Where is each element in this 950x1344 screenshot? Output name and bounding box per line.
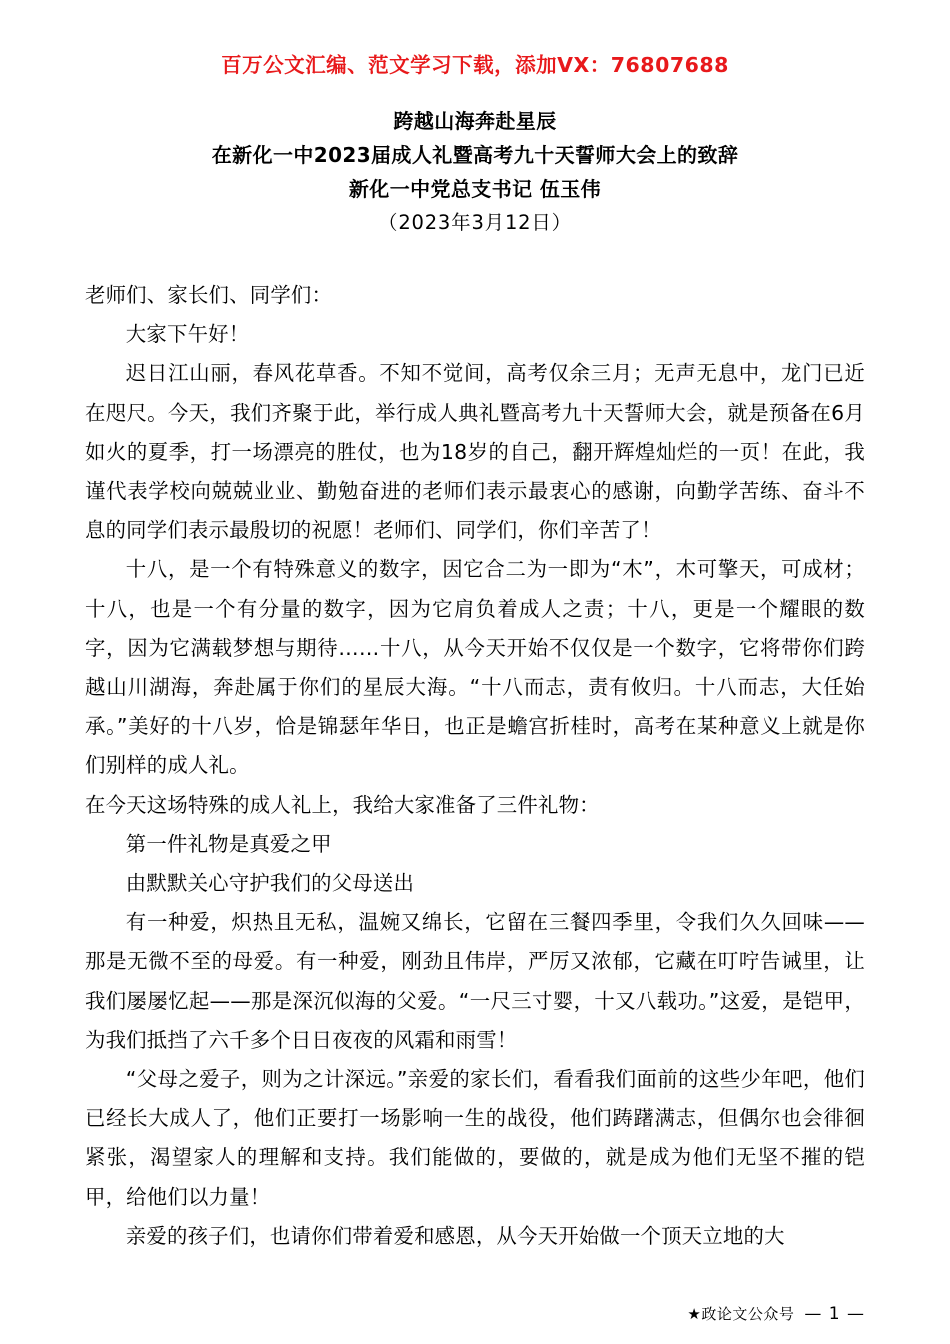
title-date: （2023年3月12日）	[378, 211, 572, 234]
paragraph: 亲爱的孩子们，也请你们带着爱和感恩，从今天开始做一个顶天立地的大	[125, 1223, 785, 1248]
paragraph: 大家下午好！	[125, 322, 250, 347]
paragraph: 十八，是一个有特殊意义的数字，因它合二为一即为“木”，木可擎天，可成材；十八，也是一个有分量的数字，因为它肩负着成人之责；十八，更是一个耀眼的数字，因为它满载梦想与期待……十八，从今天开始不仅仅是一个数字，它将带你们跨越山川湖海，奔赴属于你们的星辰大海。“十八而志，责有攸归。十八而志，大任始承。”美好的十八岁，恰是锦瑟年华日，也正是蟾宫折桂时，高考在某种意义上就是你们别样的成人礼。	[85, 557, 865, 778]
paragraph: 有一种爱，炽热且无私，温婉又绵长，它留在三餐四季里，令我们久久回味——那是无微不至的母爱。有一种爱，刚劲且伟岸，严厉又浓郁，它藏在叮咛告诫里，让我们屡屡忆起——那是深沉似海的父爱。“一尺三寸婴，十又八载功。”这爱，是铠甲，为我们抵挡了六千多个日日夜夜的风霜和雨雪！	[85, 910, 865, 1052]
page-number: — 1 —	[804, 1303, 865, 1324]
promo-watermark-text: 百万公文汇编、范文学习下载，添加VX：76807688	[221, 53, 729, 77]
paragraph: “父母之爱子，则为之计深远。”亲爱的家长们，看看我们面前的这些少年吧，他们已经长大成人了，他们正要打一场影响一生的战役，他们踌躇满志，但偶尔也会徘徊紧张，渴望家人的理解和支持。我们能做的，要做的，就是成为他们无坚不摧的铠甲，给他们以力量！	[85, 1067, 865, 1209]
document-body	[85, 276, 865, 1256]
paragraph: 在今天这场特殊的成人礼上，我给大家准备了三件礼物：	[85, 792, 600, 817]
paragraph: 第一件礼物是真爱之甲	[125, 831, 332, 856]
document-title-block	[85, 104, 865, 240]
title-author: 新化一中党总支书记 伍玉伟	[348, 177, 602, 201]
footer-watermark-label: ★政论文公众号	[687, 1305, 795, 1323]
paragraph: 由默默关心守护我们的父母送出	[125, 871, 415, 896]
paragraph: 迟日江山丽，春风花草香。不知不觉间，高考仅余三月；无声无息中，龙门已近在咫尺。今天，我们齐聚于此，举行成人典礼暨高考九十天誓师大会，就是预备在6月如火的夏季，打一场漂亮的胜仗，也为18岁的自己，翻开辉煌灿烂的一页！在此，我谨代表学校向兢兢业业、勤勉奋进的老师们表示最衷心的感谢，向勤学苦练、奋斗不息的同学们表示最殷切的祝愿！老师们、同学们，你们辛苦了！	[85, 361, 865, 543]
title-main: 跨越山海奔赴星辰	[393, 109, 557, 133]
page-footer	[687, 1303, 865, 1324]
title-subtitle: 在新化一中2023届成人礼暨高考九十天誓师大会上的致辞	[211, 143, 739, 167]
paragraph: 老师们、家长们、同学们：	[85, 283, 333, 307]
